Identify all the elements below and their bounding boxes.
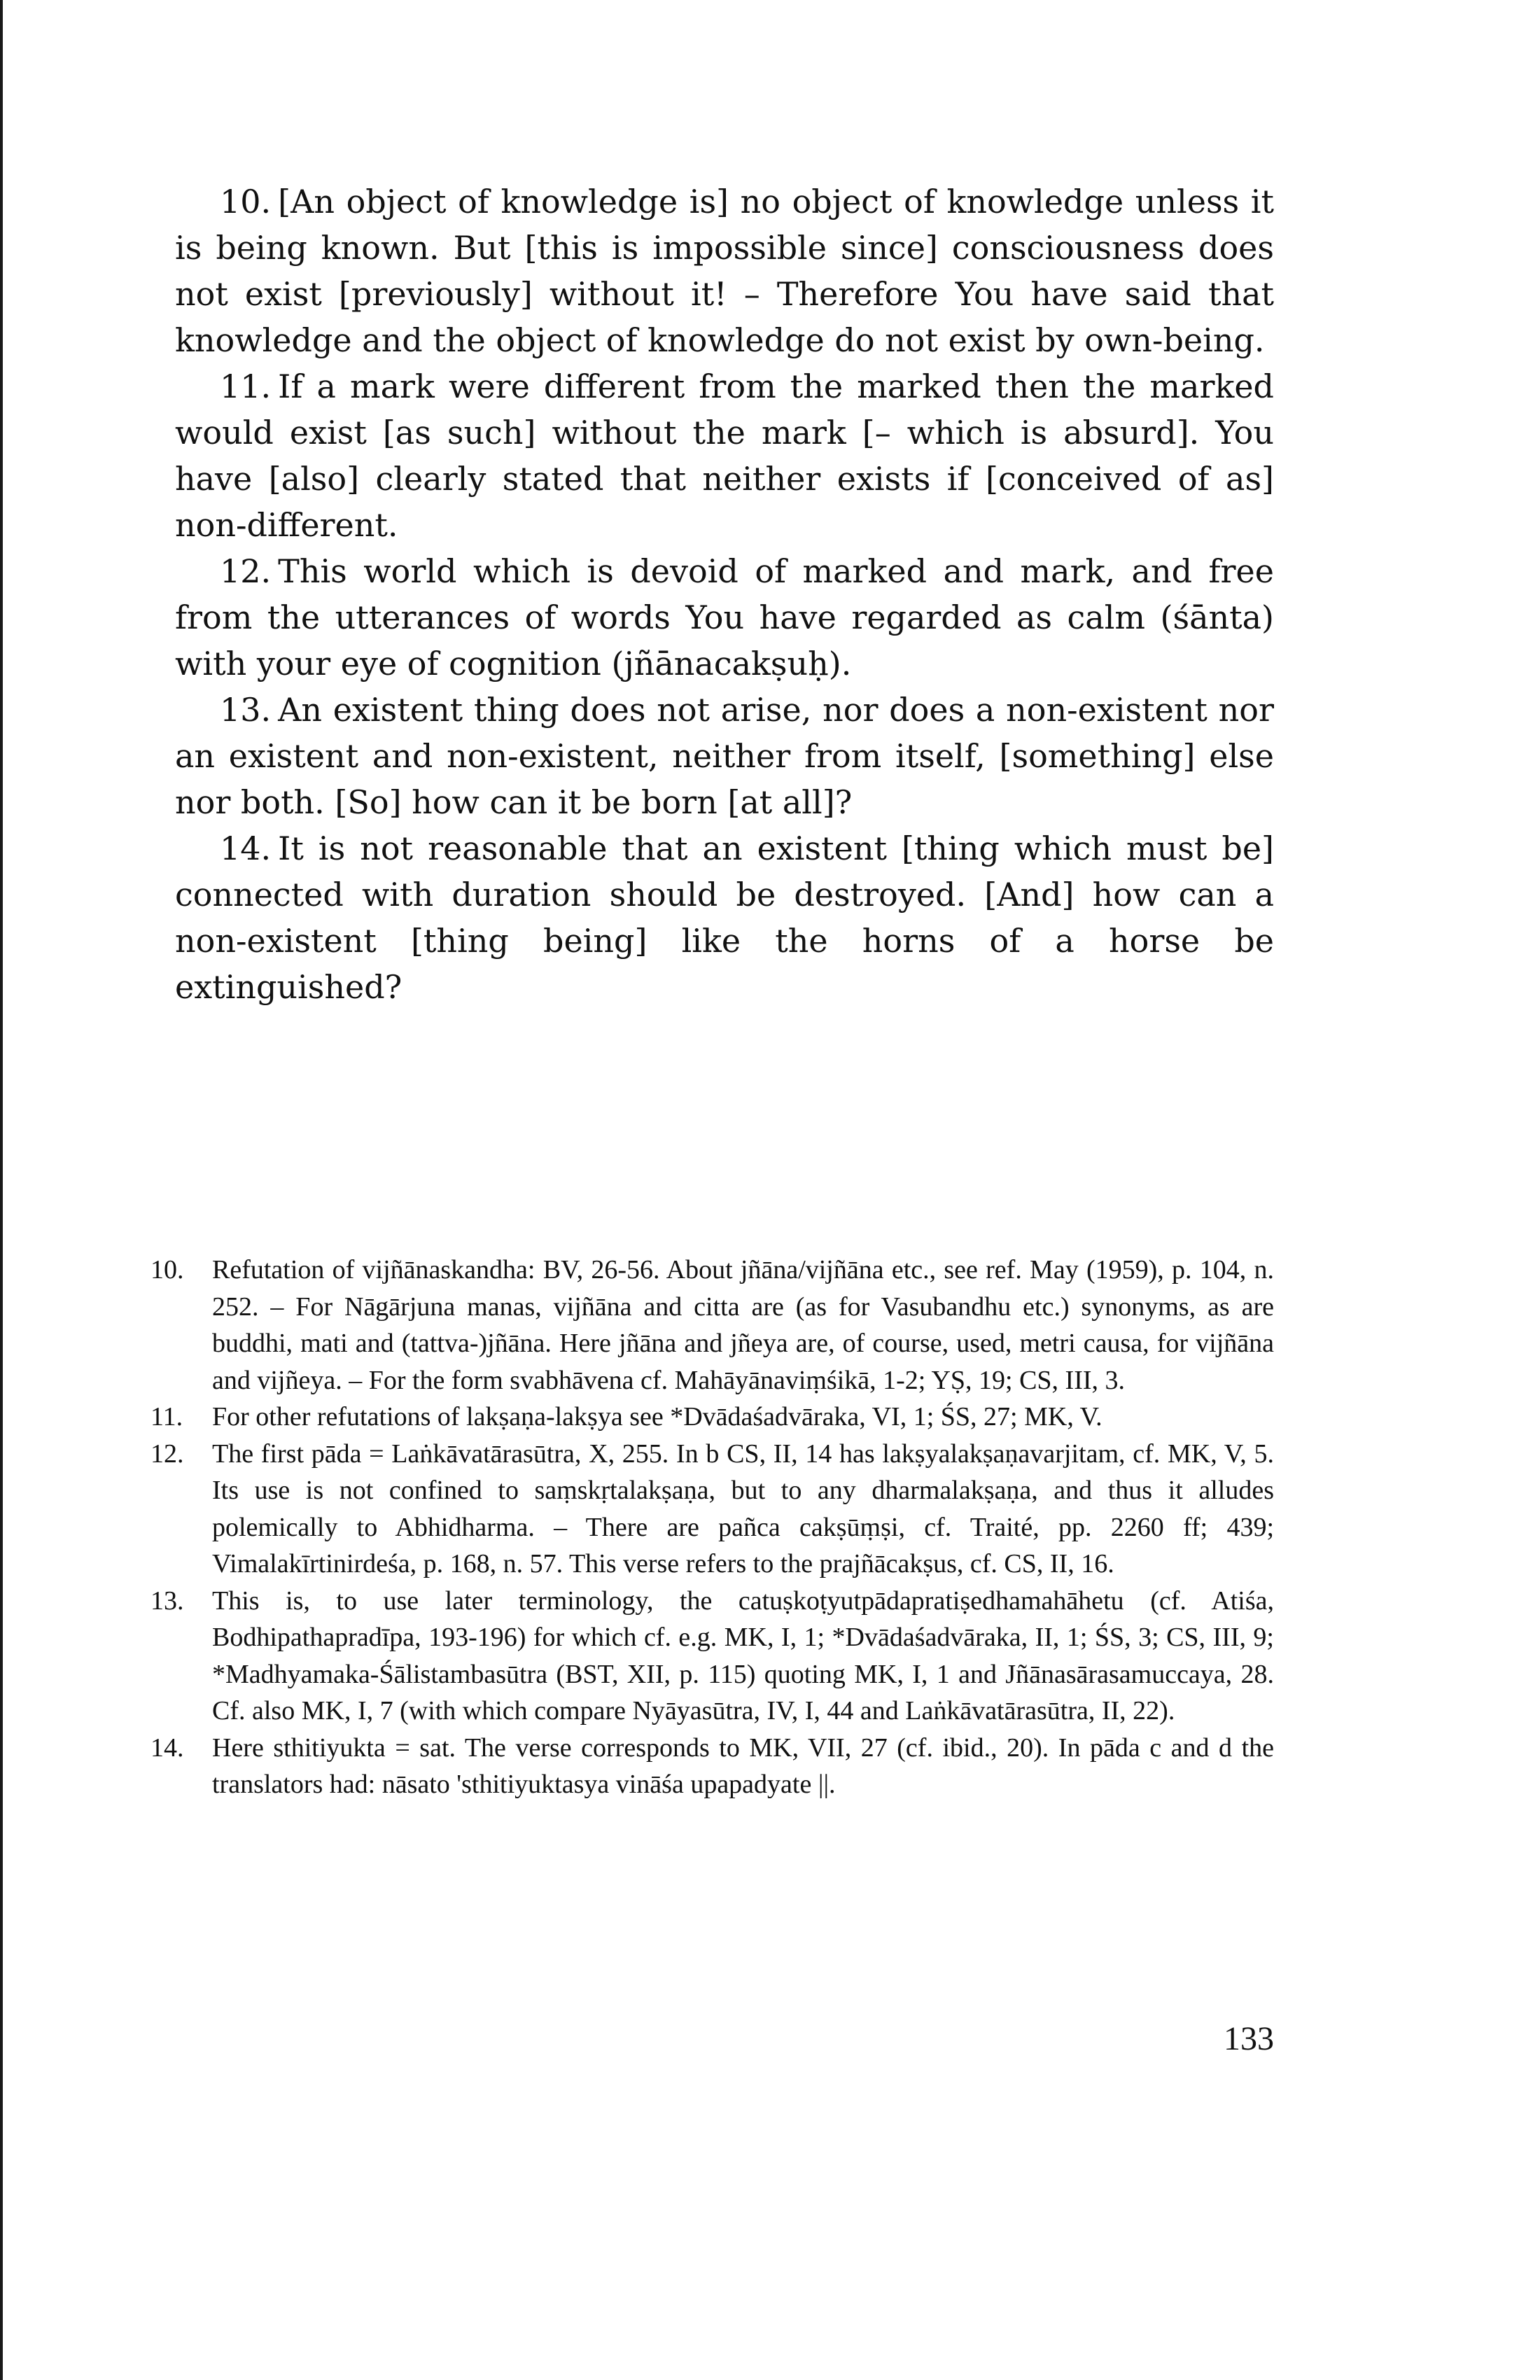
- note-12: [150, 1436, 1274, 1583]
- note-14: [150, 1730, 1274, 1803]
- verse-text: An existent thing does not arise, nor does a non-existent nor an existent and non-existent, neither from itself, [something] else nor both. [So] how can it be born [at all]?: [175, 691, 1274, 821]
- note-11: [150, 1399, 1274, 1436]
- note-text: The first pāda = Laṅkāvatārasūtra, X, 255. In b CS, II, 14 has lakṣyalakṣaṇavarjitam, cf. MK, V, 5. Its use is not confined to saṃskṛtalakṣaṇa, but to any dharmalakṣaṇa, and thus it alludes polemically to Abhidharma. – There are pañca cakṣūṃṣi, cf. Traité, pp. 2260 ff; 439; Vimalakīrtinirdeśa, p. 168, n. 57. This verse refers to the prajñācakṣus, cf. CS, II, 16.: [212, 1438, 1274, 1578]
- verse-text: This world which is devoid of marked and mark, and free from the utterances of words You have regarded as calm (śānta) with your eye of cognition (jñānacakṣuḥ).: [175, 552, 1274, 682]
- verse-number: 13.: [220, 691, 272, 729]
- footnotes: [150, 1252, 1274, 1803]
- page-number: 133: [1224, 2020, 1274, 2057]
- verse-13: [175, 687, 1274, 825]
- scan-edge: [0, 0, 3, 2380]
- note-number: 12.: [150, 1438, 184, 1469]
- verse-number: 10.: [220, 183, 272, 220]
- verse-text: If a mark were different from the marked then the marked would exist [as such] without the mark [– which is absurd]. You have [also] clearly stated that neither exists if [conceived of as] non-different.: [175, 368, 1274, 544]
- note-text: Here sthitiyukta = sat. The verse corresponds to MK, VII, 27 (cf. ibid., 20). In pāda c and d the translators had: nāsato 'sthitiyuktasya vināśa upapadyate ||.: [212, 1732, 1274, 1799]
- verse-text: [An object of knowledge is] no object of knowledge unless it is being known. But [this is impossible since] consciousness does not exist [previously] without it! – Therefore You have said that knowledge and the object of knowledge do not exist by own-being.: [175, 183, 1274, 359]
- note-text: For other refutations of lakṣaṇa-lakṣya see *Dvādaśadvāraka, VI, 1; ŚS, 27; MK, V.: [212, 1402, 1102, 1432]
- note-10: [150, 1252, 1274, 1399]
- verse-text: It is not reasonable that an existent [thing which must be] connected with duration should be destroyed. [And] how can a non-existent [thing being] like the horns of a horse be extinguished?: [175, 830, 1274, 1006]
- note-number: 13.: [150, 1586, 184, 1616]
- verse-14: [175, 825, 1274, 1010]
- verse-10: [175, 178, 1274, 363]
- note-text: This is, to use later terminology, the catuṣkoṭyutpādapratiṣedhamahāhetu (cf. Atiśa, Bodhipathapradīpa, 193-196) for which cf. e.g. MK, I, 1; *Dvādaśadvāraka, II, 1; ŚS, 3; CS, III, 9; *Madhyamaka-Śālistambasūtra (BST, XII, p. 115) quoting MK, I, 1 and Jñānasārasamuccaya, 28. Cf. also MK, I, 7 (with which compare Nyāyasūtra, IV, I, 44 and Laṅkāvatārasūtra, II, 22).: [212, 1586, 1274, 1726]
- note-13: [150, 1583, 1274, 1730]
- note-number: 10.: [150, 1255, 184, 1284]
- verse-11: [175, 363, 1274, 548]
- verse-12: [175, 548, 1274, 687]
- verse-list: [175, 178, 1274, 1010]
- verse-number: 14.: [220, 830, 272, 867]
- verse-number: 11.: [220, 368, 272, 405]
- note-number: 14.: [150, 1732, 184, 1763]
- note-text: Refutation of vijñānaskandha: BV, 26-56. About jñāna/vijñāna etc., see ref. May (1959), p. 104, n. 252. – For Nāgārjuna manas, vijñāna and citta are (as for Vasubandhu etc.) synonyms, as are buddhi, mati and (tattva-)jñāna. Here jñāna and jñeya are, of course, used, metri causa, for vijñāna and vijñeya. – For the form svabhāvena cf. Mahāyānaviṃśikā, 1-2; YṢ, 19; CS, III, 3.: [212, 1255, 1274, 1395]
- note-number: 11.: [150, 1402, 183, 1432]
- verse-number: 12.: [220, 552, 272, 590]
